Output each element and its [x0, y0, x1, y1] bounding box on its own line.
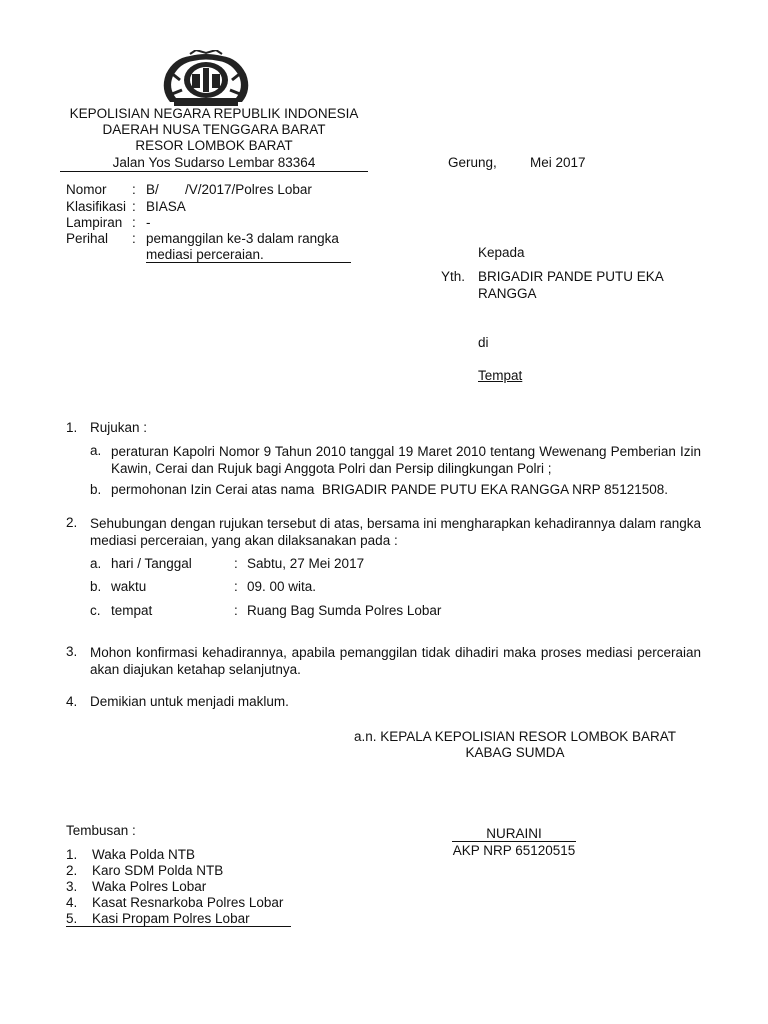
- cc-item: Waka Polda NTB: [92, 847, 196, 862]
- perihal-line-1: pemanggilan ke-3 dalam rangka: [146, 231, 339, 246]
- cc-underline: [66, 926, 291, 927]
- p2c-label: tempat: [111, 603, 153, 618]
- lampiran-label: Lampiran: [66, 215, 123, 230]
- klasifikasi-label: Klasifikasi: [66, 199, 127, 214]
- p1b-text: permohonan Izin Cerai atas nama BRIGADIR PANDE PUTU EKA RANGGA NRP 85121508.: [111, 482, 668, 497]
- recipient-name-line-2: RANGGA: [478, 286, 537, 301]
- p1-title: Rujukan :: [90, 420, 148, 435]
- p2a-value: Sabtu, 27 Mei 2017: [247, 556, 365, 571]
- cc-item-number: 4.: [66, 895, 78, 910]
- signatory-rank: AKP NRP 65120515: [452, 843, 576, 858]
- cc-item-number: 2.: [66, 863, 78, 878]
- p2c-marker: c.: [90, 603, 101, 618]
- p4-number: 4.: [66, 694, 78, 709]
- org-line-1: KEPOLISIAN NEGARA REPUBLIK INDONESIA: [69, 106, 359, 121]
- org-line-2: DAERAH NUSA TENGGARA BARAT: [102, 122, 326, 137]
- p2b-label: waktu: [111, 579, 147, 594]
- p3-number: 3.: [66, 644, 78, 659]
- org-line-3: RESOR LOMBOK BARAT: [135, 138, 293, 153]
- p2c-value: Ruang Bag Sumda Polres Lobar: [247, 603, 442, 618]
- lampiran-value: -: [146, 215, 151, 230]
- colon: :: [132, 231, 136, 246]
- colon: :: [234, 579, 238, 594]
- p4-text: Demikian untuk menjadi maklum.: [90, 694, 289, 709]
- p2b-marker: b.: [90, 579, 102, 594]
- perihal-line-2: mediasi perceraian.: [146, 247, 351, 263]
- p3-text: Mohon konfirmasi kehadirannya, apabila pemanggilan tidak dihadiri maka proses mediasi perceraian akan diajukan ketahap selanjutnya.: [90, 645, 701, 677]
- cc-item: Waka Polres Lobar: [92, 879, 207, 894]
- p2a-label: hari / Tanggal: [111, 556, 192, 571]
- place: Gerung,: [448, 155, 497, 170]
- p1b-marker: b.: [90, 482, 102, 497]
- p2-text: Sehubungan dengan rujukan tersebut di atas, bersama ini mengharapkan kehadirannya dalam rangka mediasi perceraian, yang akan dilaksanakan pada :: [90, 516, 701, 548]
- p2-number: 2.: [66, 515, 78, 530]
- cc-item-number: 1.: [66, 847, 78, 862]
- cc-item: Karo SDM Polda NTB: [92, 863, 224, 878]
- colon: :: [234, 556, 238, 571]
- recipient-name-line-1: BRIGADIR PANDE PUTU EKA: [478, 269, 664, 284]
- police-emblem-logo: [160, 50, 252, 110]
- colon: :: [132, 215, 136, 230]
- signatory-name: NURAINI: [452, 826, 576, 842]
- tempat-label: Tempat: [478, 368, 523, 383]
- p1-number: 1.: [66, 420, 78, 435]
- yth-label: Yth.: [441, 269, 466, 284]
- p2a-marker: a.: [90, 556, 102, 571]
- p1a-text: peraturan Kapolri Nomor 9 Tahun 2010 tanggal 19 Maret 2010 tentang Wewenang Pemberian Izin Kawin, Cerai dan Rujuk bagi Anggota Polri dan Persip dilingkungan Polri ;: [111, 444, 701, 476]
- di-label: di: [478, 335, 489, 350]
- nomor-label: Nomor: [66, 182, 107, 197]
- p2b-value: 09. 00 wita.: [247, 579, 317, 594]
- klasifikasi-value: BIASA: [146, 199, 186, 214]
- p1a-marker: a.: [90, 443, 102, 458]
- cc-item: Kasi Propam Polres Lobar: [92, 911, 250, 926]
- letter-date: Mei 2017: [530, 155, 586, 170]
- signature-line-2: KABAG SUMDA: [465, 745, 565, 760]
- cc-item-number: 5.: [66, 911, 78, 926]
- cc-item-number: 3.: [66, 879, 78, 894]
- kepada-label: Kepada: [478, 245, 525, 260]
- signature-line-1: a.n. KEPALA KEPOLISIAN RESOR LOMBOK BARAT: [353, 729, 677, 744]
- cc-item: Kasat Resnarkoba Polres Lobar: [92, 895, 284, 910]
- colon: :: [132, 182, 136, 197]
- perihal-label: Perihal: [66, 231, 109, 246]
- colon: :: [132, 199, 136, 214]
- cc-title: Tembusan :: [66, 823, 136, 838]
- colon: :: [234, 603, 238, 618]
- org-address: Jalan Yos Sudarso Lembar 83364: [60, 155, 368, 172]
- nomor-value: B/ /V/2017/Polres Lobar: [146, 182, 312, 197]
